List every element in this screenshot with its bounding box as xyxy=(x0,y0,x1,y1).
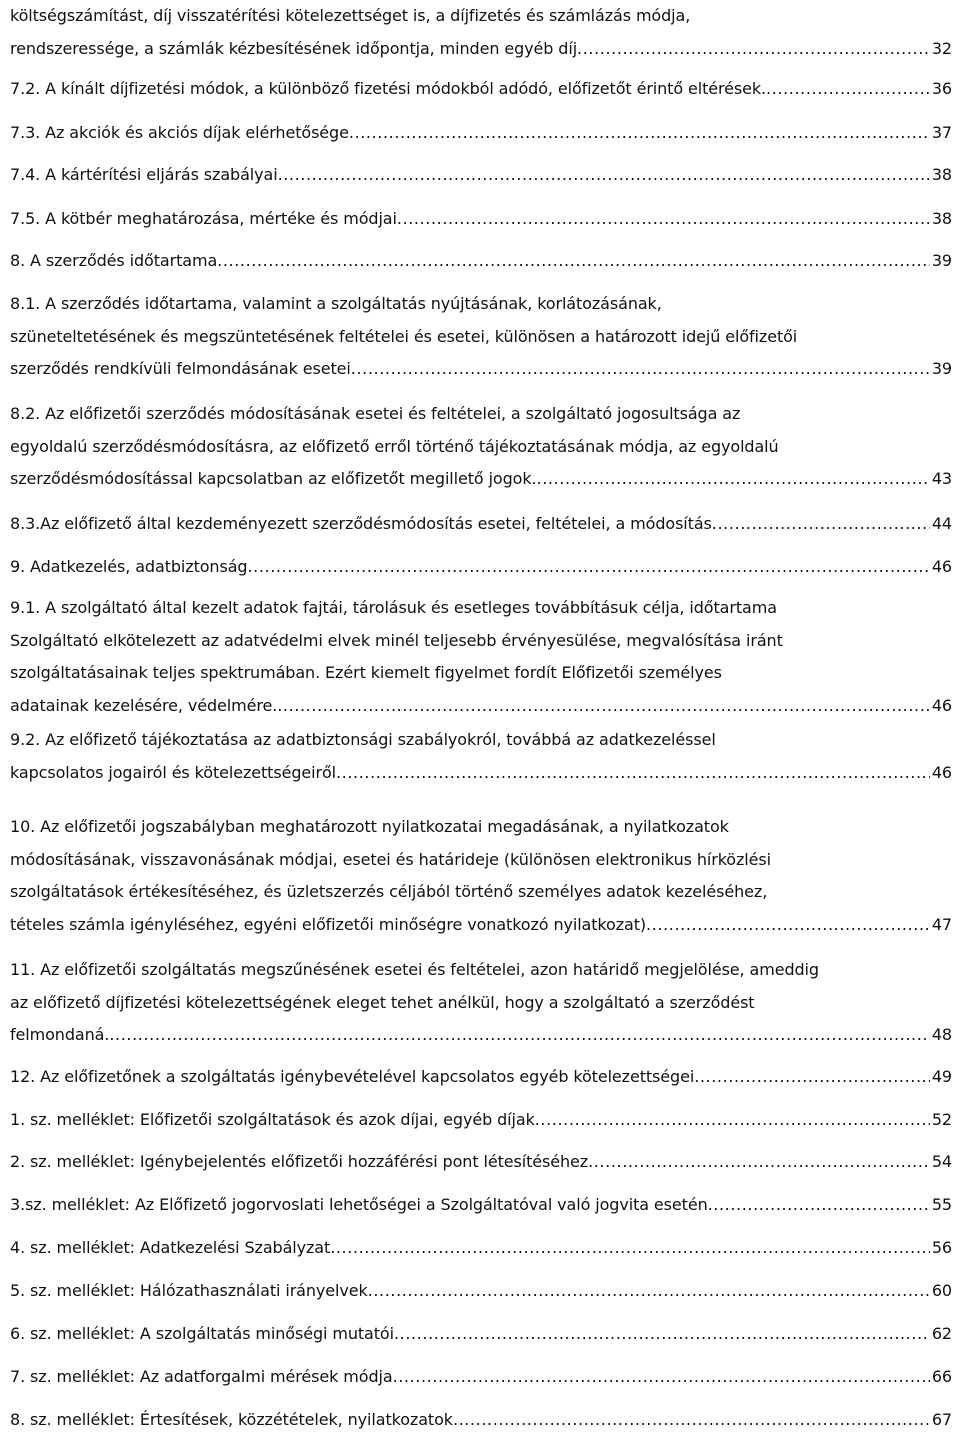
toc-entry-final-line xyxy=(10,1275,960,1308)
toc-page-number: 37 xyxy=(931,123,952,142)
toc-entry-final-line xyxy=(10,757,960,790)
toc-dot-leader xyxy=(351,353,930,386)
toc-entry-final-line xyxy=(10,463,960,496)
toc-dot-leader xyxy=(277,690,930,723)
toc-entry-text-line: szüneteltetésének és megszüntetésének feltételei és esetei, különösen a határozott idejű előfizetői xyxy=(10,326,798,346)
toc-page-number: 39 xyxy=(931,359,952,378)
toc-entry-title: 7.3. Az akciók és akciós díjak elérhetősége xyxy=(10,123,349,142)
toc-page-number: 48 xyxy=(931,1025,952,1044)
toc-entry[interactable] xyxy=(10,1361,960,1394)
toc-entry-title: felmondaná. xyxy=(10,1025,110,1044)
toc-entry[interactable] xyxy=(10,1318,960,1351)
toc-page-number: 46 xyxy=(931,762,952,782)
toc-entry-title: 12. Az előfizetőnek a szolgáltatás igénybevételével kapcsolatos egyéb kötelezettségei xyxy=(10,1067,695,1086)
toc-entry-final-line xyxy=(10,159,960,192)
toc-entry-title: 8. A szerződés időtartama xyxy=(10,251,218,270)
toc-entry-final-line xyxy=(10,1404,960,1437)
toc-dot-leader xyxy=(368,1275,930,1308)
toc-page-number: 39 xyxy=(931,251,952,270)
toc-page-number: 44 xyxy=(931,514,952,533)
toc-dot-leader xyxy=(397,203,930,236)
toc-entry-title: 5. sz. melléklet: Hálózathasználati irányelvek xyxy=(10,1281,368,1300)
toc-entry-final-line xyxy=(10,1104,960,1137)
toc-entry-title: szerződésmódosítással kapcsolatban az előfizetőt megillető jogok. xyxy=(10,469,537,488)
toc-entry-text-line: 8.1. A szerződés időtartama, valamint a szolgáltatás nyújtásának, korlátozásának, xyxy=(10,294,662,313)
toc-entry-text-line: egyoldalú szerződésmódosításra, az előfizető erről történő tájékoztatásának módja, az egyoldalú xyxy=(10,436,779,456)
toc-entry-title: 8. sz. melléklet: Értesítések, közzétételek, nyilatkozatok xyxy=(10,1410,453,1429)
toc-entry-title: kapcsolatos jogairól és kötelezettségeiről xyxy=(10,762,336,782)
toc-page-number: 52 xyxy=(931,1110,952,1129)
toc-entry-text-line: az előfizető díjfizetési kötelezettségének eleget tehet anélkül, hogy a szolgáltató a szerződést xyxy=(10,992,755,1012)
toc-page-number: 46 xyxy=(931,557,952,576)
toc-entry-title: adatainak kezelésére, védelmére. xyxy=(10,695,278,715)
toc-page-number: 38 xyxy=(931,165,952,184)
toc-dot-leader xyxy=(646,909,930,942)
toc-dot-leader xyxy=(330,1232,930,1265)
toc-entry[interactable] xyxy=(10,117,960,150)
toc-page-number: 54 xyxy=(931,1152,952,1171)
toc-entry-final-line xyxy=(10,690,960,723)
toc-entry-text-line: szolgáltatások értékesítéséhez, és üzletszerzés céljából történő személyes adatok kezeléséhez, xyxy=(10,882,768,901)
toc-entry[interactable] xyxy=(10,1061,960,1094)
toc-entry-text-line: 9.2. Az előfizető tájékoztatása az adatbiztonsági szabályokról, továbbá az adatkezeléssel xyxy=(10,730,716,749)
toc-entry-final-line xyxy=(10,73,960,106)
toc-entry-text-line: 8.2. Az előfizetői szerződés módosításának esetei és feltételei, a szolgáltató jogosultsága az xyxy=(10,404,741,423)
toc-entry-text-line: Szolgáltató elkötelezett az adatvédelmi elvek minél teljesebb érvényesülése, megvalósítása iránt xyxy=(10,630,783,650)
toc-entry-final-line xyxy=(10,551,960,584)
toc-dot-leader xyxy=(535,1104,930,1137)
toc-entry-title: 7.5. A kötbér meghatározása, mértéke és módjai xyxy=(10,209,397,228)
toc-dot-leader xyxy=(278,159,930,192)
toc-entry[interactable] xyxy=(10,0,960,65)
toc-entry-final-line xyxy=(10,1019,960,1052)
toc-entry-title: 3.sz. melléklet: Az Előfizető jogorvoslati lehetőségei a Szolgáltatóval való jogvita esetén xyxy=(10,1195,708,1214)
toc-entry-final-line xyxy=(10,1061,960,1094)
toc-page-number: 49 xyxy=(931,1067,952,1086)
toc-dot-leader xyxy=(577,33,930,66)
toc-entry[interactable] xyxy=(10,1189,960,1222)
toc-dot-leader xyxy=(336,757,930,790)
toc-entry[interactable] xyxy=(10,592,960,722)
toc-entry-title: 7.4. A kártérítési eljárás szabályai xyxy=(10,165,278,184)
toc-entry-final-line xyxy=(10,33,960,66)
toc-entry-title: 8.3.Az előfizető által kezdeményezett szerződésmódosítás esetei, feltételei, a módosítás xyxy=(10,514,712,533)
toc-entry[interactable] xyxy=(10,1232,960,1265)
toc-dot-leader xyxy=(217,245,930,278)
toc-entry-title: 7.2. A kínált díjfizetési módok, a különböző fizetési módokból adódó, előfizetőt érintő eltérések. xyxy=(10,79,767,98)
toc-entry[interactable] xyxy=(10,203,960,236)
toc-dot-leader xyxy=(708,1189,930,1222)
toc-page-number: 55 xyxy=(931,1195,952,1214)
toc-entry[interactable] xyxy=(10,288,960,386)
toc-entry-final-line xyxy=(10,1146,960,1179)
toc-entry-title: rendszeressége, a számlák kézbesítésének időpontja, minden egyéb díj xyxy=(10,38,578,58)
toc-entry-text-line: költségszámítást, díj visszatérítési kötelezettséget is, a díjfizetés és számlázás módja, xyxy=(10,6,691,25)
toc-entry[interactable] xyxy=(10,1275,960,1308)
toc-entry-text-line: 11. Az előfizetői szolgáltatás megszűnésének esetei és feltételei, azon határidő megjelölése, ameddig xyxy=(10,960,819,979)
toc-entry-final-line xyxy=(10,909,960,942)
toc-page-number: 46 xyxy=(931,695,952,715)
toc-entry-final-line xyxy=(10,245,960,278)
toc-dot-leader xyxy=(537,463,930,496)
toc-entry[interactable] xyxy=(10,245,960,278)
toc-page-number: 36 xyxy=(931,79,952,98)
toc-page-number: 60 xyxy=(931,1281,952,1300)
toc-entry[interactable] xyxy=(10,159,960,192)
toc-entry-text-line: módosításának, visszavonásának módjai, esetei és határideje (különösen elektronikus hírközlési xyxy=(10,849,771,869)
toc-entry[interactable] xyxy=(10,73,960,106)
toc-page-number: 56 xyxy=(931,1238,952,1257)
toc-entry-title: szerződés rendkívüli felmondásának esetei xyxy=(10,359,351,378)
toc-entry[interactable] xyxy=(10,954,960,1052)
toc-entry[interactable] xyxy=(10,508,960,541)
toc-entry[interactable] xyxy=(10,724,960,789)
toc-page-number: 43 xyxy=(931,469,952,488)
toc-dot-leader xyxy=(712,508,930,541)
toc-dot-leader xyxy=(394,1318,930,1351)
toc-dot-leader xyxy=(393,1361,930,1394)
toc-page-number: 47 xyxy=(931,914,952,934)
toc-page-number: 67 xyxy=(931,1410,952,1429)
toc-entry[interactable] xyxy=(10,398,960,496)
toc-dot-leader xyxy=(694,1061,930,1094)
toc-dot-leader xyxy=(588,1146,930,1179)
toc-page-number: 62 xyxy=(931,1324,952,1343)
toc-entry-final-line xyxy=(10,1361,960,1394)
toc-entry-text-line: 10. Az előfizetői jogszabályban meghatározott nyilatkozatai megadásának, a nyilatkozatok xyxy=(10,817,729,836)
toc-entry[interactable] xyxy=(10,1404,960,1437)
toc-entry-final-line xyxy=(10,353,960,386)
toc-entry-title: 7. sz. melléklet: Az adatforgalmi mérések módja xyxy=(10,1367,393,1386)
toc-entry-final-line xyxy=(10,1232,960,1265)
toc-entry-title: 4. sz. melléklet: Adatkezelési Szabályzat xyxy=(10,1238,331,1257)
toc-entry[interactable] xyxy=(10,1104,960,1137)
toc-entry[interactable] xyxy=(10,551,960,584)
toc-entry-final-line xyxy=(10,203,960,236)
toc-dot-leader xyxy=(247,551,929,584)
toc-entry-title: 9. Adatkezelés, adatbiztonság xyxy=(10,557,248,576)
toc-entry-final-line xyxy=(10,1189,960,1222)
toc-entry-title: tételes számla igényléséhez, egyéni előfizetői minőségre vonatkozó nyilatkozat) xyxy=(10,914,647,934)
toc-entry-text-line: szolgáltatásainak teljes spektrumában. Ezért kiemelt figyelmet fordít Előfizetői személyes xyxy=(10,663,722,682)
toc-entry-title: 2. sz. melléklet: Igénybejelentés előfizetői hozzáférési pont létesítéséhez xyxy=(10,1152,589,1171)
toc-page-number: 32 xyxy=(931,38,952,58)
toc-dot-leader xyxy=(766,73,930,106)
toc-entry-title: 1. sz. melléklet: Előfizetői szolgáltatások és azok díjai, egyéb díjak xyxy=(10,1110,535,1129)
toc-page-number: 66 xyxy=(931,1367,952,1386)
toc-dot-leader xyxy=(109,1019,929,1052)
toc-page-number: 38 xyxy=(931,209,952,228)
toc-entry-final-line xyxy=(10,117,960,150)
toc-dot-leader xyxy=(349,117,930,150)
toc-entry-final-line xyxy=(10,508,960,541)
toc-entry-final-line xyxy=(10,1318,960,1351)
toc-entry-title: 6. sz. melléklet: A szolgáltatás minőségi mutatói xyxy=(10,1324,394,1343)
toc-entry[interactable] xyxy=(10,1146,960,1179)
toc-entry-text-line: 9.1. A szolgáltató által kezelt adatok fajtái, tárolásuk és esetleges továbbításuk célja, időtartama xyxy=(10,598,777,617)
toc-entry[interactable] xyxy=(10,811,960,941)
toc-dot-leader xyxy=(453,1404,930,1437)
